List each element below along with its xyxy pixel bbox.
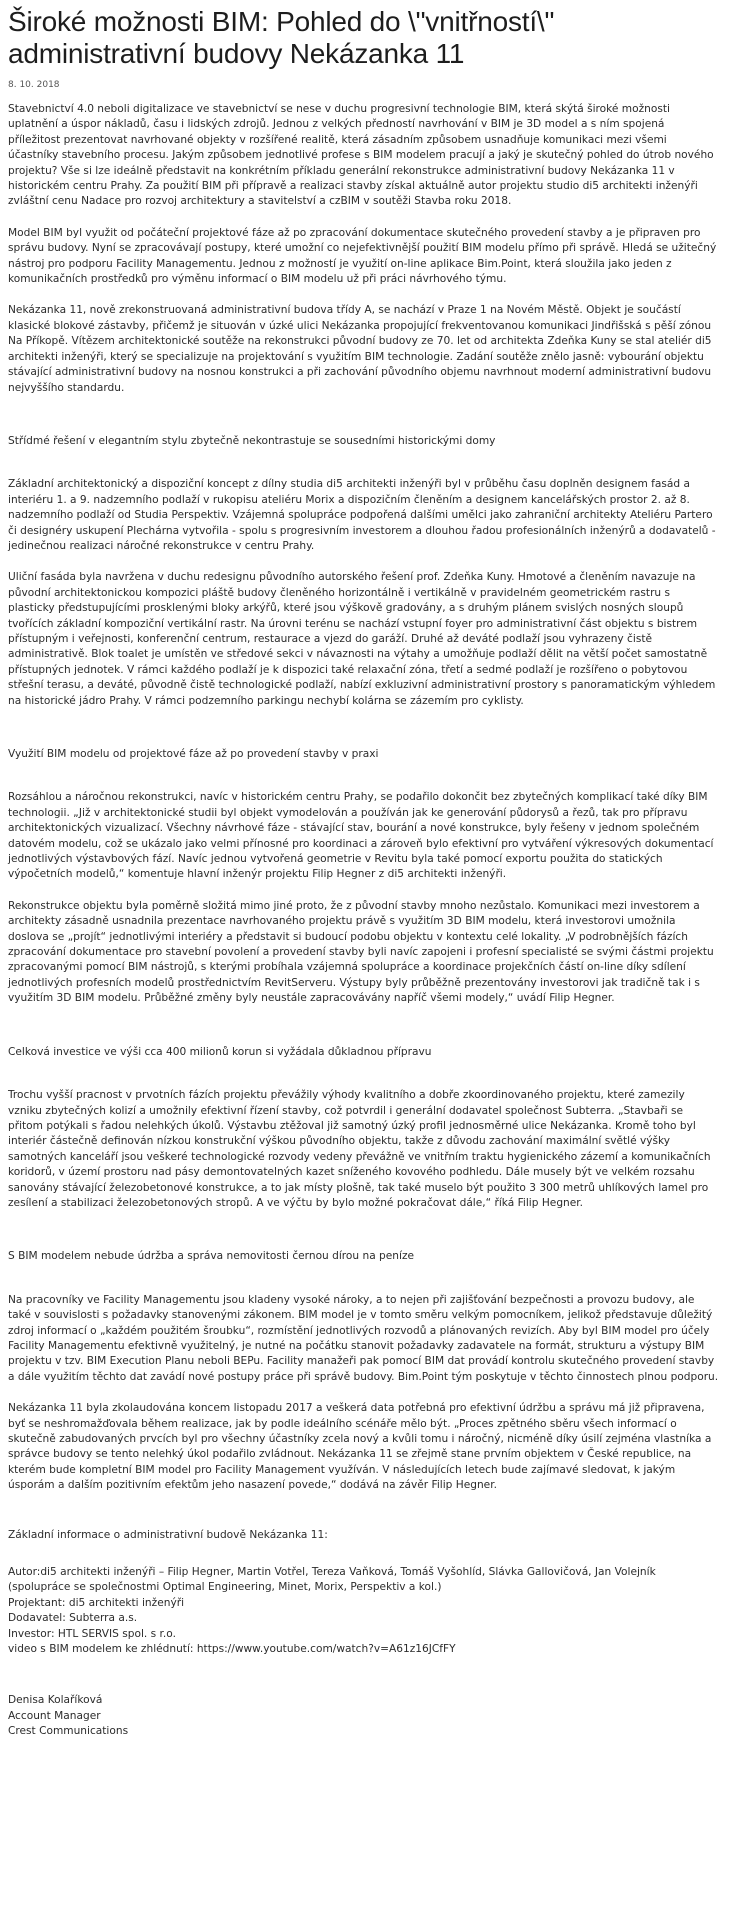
section-1-heading: Střídmé řešení v elegantním stylu zbytečně nekontrastuje se sousedními historickými domy: [8, 434, 496, 447]
intro-paragraph-3: Nekázanka 11, nově zrekonstruovaná administrativní budova třídy A, se nachází v Praze 1 na Novém Městě. Objekt je součástí klasické blokové zástavby, přičemž je situován v úzké ulici Nekázanka propojující frekventovanou komunikaci Jindřišská s pěší zónou Na Příkopě. Vítězem architektonické soutěže na rekonstrukci původní budovy ze 70. let od architekta Zdeňka Kuny se stal ateliér di5 architekti inženýři, který se specializuje na projektování s využitím BIM technologie. Zadání soutěže znělo jasně: vybourání objektu stávající administrativní budovy na nosnou konstrukci a při zachování původního objemu navrhnout moderní administrativní budovu nejvyššího standardu.: [8, 304, 712, 394]
section-4-paragraph-2: Nekázanka 11 byla zkolaudována koncem listopadu 2017 a veškerá data potřebná pro efektivní údržbu a správu má již připravena, byť se neshromažďovala během realizace, jak by podle ideálního scénáře mělo být. „Proces zpětného sběru všech informací o skutečně zabudovaných prvcích byl pro všechny účastníky zcela nový a kvůli tomu i náročný, nicméně díky úsilí zejména vlastníka a správce budovy se tento nelehký úkol podařilo zvládnout. Nekázanka 11 se zřejmě stane prvním objektem v České republice, na kterém bude kompletní BIM model pro Facility Management využíván. V následujících letech bude zajímavé sledovat, k jakým úsporám a dalším pozitivním efektům jeho nasazení povede,“ dodává na závěr Filip Hegner.: [8, 1402, 712, 1492]
info-cooperation: (spolupráce se společnostmi Optimal Engineering, Minet, Morix, Perspektiv a kol.): [8, 1581, 442, 1594]
section-2-paragraph-1: Rozsáhlou a náročnou rekonstrukci, navíc v historickém centru Prahy, se podařilo dokončit bez zbytečných komplikací také díky BIM technologii. „Již v architektonické studii byl objekt vymodelován a používán jak ke generování půdorysů a řezů, tak pro přípravu architektonických vizualizací. Všechny návrhové fáze - stávající stav, bourání a nové konstrukce, byly řešeny v jednom společném datovém modelu, což se ukázalo jako velmi přínosné pro koordinaci a zároveň bylo efektivní pro vytváření výkresových dokumentací jednotlivých výstavbových fází. Navíc jednou vytvořená geometrie v Revitu byla také pomocí exportu použita do statických výpočetních modelů,“ komentuje hlavní inženýr projektu Filip Hegner z di5 architekti inženýři.: [8, 791, 714, 881]
article-title: Široké možnosti BIM: Pohled do \"vnitřností\" administrativní budovy Nekázanka 11: [8, 6, 555, 69]
intro-paragraph-1: Stavebnictví 4.0 neboli digitalizace ve stavebnictví se nese v duchu progresivní technologie BIM, která skýtá široké možnosti uplatnění a úspor nákladů, času i lidských zdrojů. Jednou z velkých předností navrhování v BIM je 3D model a s ním spojená příležitost prezentovat navrhované objekty v rozšířené realitě, která zásadním způsobem usnadňuje komunikaci mezi všemi účastníky stavebního procesu. Jakým způsobem jednotlivé profese s BIM modelem pracují a jaký je skutečný pohled do útrob nového projektu? Vše si lze ideálně představit na konkrétním příkladu generální rekonstrukce administrativní budovy Nekázanka 11 v historickém centru Prahy. Za použití BIM při přípravě a realizaci stavby získal aktuálně autor projektu studio di5 architekti inženýři zvláštní cenu Nadace pro rozvoj architektury a stavitelství a czBIM v soutěži Stavba roku 2018.: [8, 103, 714, 208]
section-2-heading: Využití BIM modelu od projektové fáze až po provedení stavby v praxi: [8, 748, 379, 760]
signature-block: [8, 1693, 719, 1739]
section-1-paragraph-2: Uliční fasáda byla navržena v duchu redesignu původního autorského řešení prof. Zdeňka Kuny. Hmotové a členěním navazuje na původní architektonickou kompozici pláště budovy členěného horizontálně i vertikálně v pravidelném geometrickém rastru s plasticky předstupujícími prosklenými bloky arkýřů, které jsou výškově gradovány, a s druhým plánem svislých nosných sloupů tvořících základní kompoziční vertikální rastr. Na úrovni terénu se nachází vstupní foyer pro administrativní část objektu s bistrem přístupným i veřejnosti, konferenční centrum, restaurace a vjezd do garáží. Druhé až deváté podlaží jsou vyhrazeny čistě administrativě. Blok toalet je umístěn ve středové sekci v návaznosti na výtahy a umožňuje podlaží dělit na větší počet samostatně přístupných jednotek. V rámci každého podlaží je k dispozici také relaxační zóna, třetí a sedmé podlaží je rozšířeno o pobytovou střešní terasu, a deváté, původně čistě technologické podlaží, nabízí exkluzivní administrativní prostory s panoramatickým výhledem na historické jádro Prahy. V rámci podzemního parkingu nechybí kolárna se zázemím pro cyklisty.: [8, 571, 716, 707]
info-block: [8, 1565, 719, 1657]
intro-paragraph-2: Model BIM byl využit od počáteční projektové fáze až po zpracování dokumentace skutečného provedení stavby a je připraven pro správu budovy. Nyní se zpracovávají postupy, které umožní co nejefektivnější použití BIM modelu přímo při správě. Hledá se užitečný nástroj pro podporu Facility Managementu. Jednou z možností je využití on-line aplikace Bim.Point, která sloužila jako jeden z komunikačních prostředků pro výměnu informací o BIM modelu už při práci návrhového týmu.: [8, 226, 717, 286]
info-video-link[interactable]: video s BIM modelem ke zhlédnutí: https://www.youtube.com/watch?v=A61z16JCfFY: [8, 1643, 456, 1656]
info-contractor: Dodavatel: Subterra a.s.: [8, 1612, 138, 1625]
info-author: Autor:di5 architekti inženýři – Filip Hegner, Martin Votřel, Tereza Vaňková, Tomáš Vyšohlíd, Slávka Gallovičová, Jan Volejník: [8, 1566, 656, 1579]
section-1-paragraph-1: Základní architektonický a dispoziční koncept z dílny studia di5 architekti inženýři byl v průběhu času doplněn designem fasád a interiéru 1. a 9. nadzemního podlaží v rukopisu ateliéru Morix a dispozičním členěním a designem kancelářských prostor 2. až 8. nadzemního podlaží od Studia Perspektiv. Vzájemná spolupráce podpořená dalšími umělci jako zahraniční architekty Ateliéru Partero či designéry uskupení Plechárna vytvořila - spolu s progresivním investorem a dlouhou řadou profesionálních inženýrů a dodavatelů - jedinečnou realizaci náročné rekonstrukce v centru Prahy.: [8, 478, 716, 552]
signature-company: Crest Communications: [8, 1725, 129, 1738]
section-2-paragraph-2: Rekonstrukce objektu byla poměrně složitá mimo jiné proto, že z původní stavby mnoho nezůstalo. Komunikaci mezi investorem a architekty zásadně usnadnila prezentace navrhovaného projektu právě s využitím 3D BIM modelu, která investorovi umožnila doslova se „projít“ jednotlivými interiéry a představit si budoucí podobu objektu v kontextu celé lokality. „V podrobnějších fázích zpracování dokumentace pro stavební povolení a provedení stavby byli navíc zapojeni i profesní specialisté se svými částmi projektu zpracovanými pomocí BIM nástrojů, s kterými probíhala vzájemná spolupráce a koordinace projekčních částí on-line díky sdílení jednotlivých profesních modelů prostřednictvím RevitServeru. Výstupy byly průběžně prezentovány investorovi jak tradičně tak i s využitím 3D BIM modelu. Průběžné změny byly neustále zapracovávány napříč všemi modely,“ uvádí Filip Hegner.: [8, 899, 714, 1005]
info-investor: Investor: HTL SERVIS spol. s r.o.: [8, 1627, 176, 1640]
section-4-heading: S BIM modelem nebude údržba a správa nemovitosti černou dírou na peníze: [8, 1250, 415, 1263]
signature-name: Denisa Kolaříková: [8, 1694, 103, 1707]
info-heading: Základní informace o administrativní budově Nekázanka 11:: [8, 1528, 328, 1541]
section-4-paragraph-1: Na pracovníky ve Facility Managementu jsou kladeny vysoké nároky, a to nejen při zajišťování bezpečnosti a provozu budovy, ale také v souvislosti s požadavky stanovenými zákonem. BIM model je v tomto směru velkým pomocníkem, jelikož představuje důležitý zdroj informací o „každém použitém šroubku“, rozmístění jednotlivých rozvodů a plánovaných revizích. Aby byl BIM model pro účely Facility Managementu efektivně využitelný, je nutné na počátku stanovit požadavky zadavatele na formát, strukturu a výstupy BIM projektu v tzv. BIM Execution Planu neboli BEPu. Facility manažeři pak pomocí BIM dat provádí kontrolu skutečného provedení stavby a dále využitím těchto dat zavádí nové postupy práce při správě budovy. Bim.Point tým poskytuje v těchto činnostech plnou podporu.: [8, 1293, 719, 1383]
article-date: 8. 10. 2018: [8, 80, 60, 90]
signature-role: Account Manager: [8, 1709, 101, 1722]
info-designer: Projektant: di5 architekti inženýři: [8, 1596, 185, 1609]
section-3-heading: Celková investice ve výši cca 400 milionů korun si vyžádala důkladnou přípravu: [8, 1045, 432, 1058]
section-3-paragraph-1: Trochu vyšší pracnost v prvotních fázích projektu převážily výhody kvalitního a dobře zkoordinovaného projektu, které zamezily vzniku zbytečných kolizí a umožnily efektivní řízení stavby, což potvrdil i generální dodavatel společnost Subterra. „Stavbaři se přitom potýkali s řadou nelehkých úkolů. Výstavbu ztěžoval již samotný úzký profil jednosměrné ulice Nekázanka. Kromě toho byl interiér částečně definován nízkou konstrukční výškou původního objektu, takže z důvodu zachování maximální světlé výšky samotných kanceláří jsou veškeré technologické rozvody vedeny převážně ve vnitřním traktu hygienického zázemí a komunikačních koridorů, v území prostoru nad pásy demontovatelných kazet sníženého kovového podhledu. Dále musely být ve velkém rozsahu sanovány stávající železobetonové konstrukce, a to jak místy plošně, tak také muselo být použito 3 300 metrů uhlíkových lamel pro zesílení a stabilizaci železobetonových stropů. A ve výčtu by bylo možné pokračovat dále,“ říká Filip Hegner.: [8, 1089, 711, 1209]
